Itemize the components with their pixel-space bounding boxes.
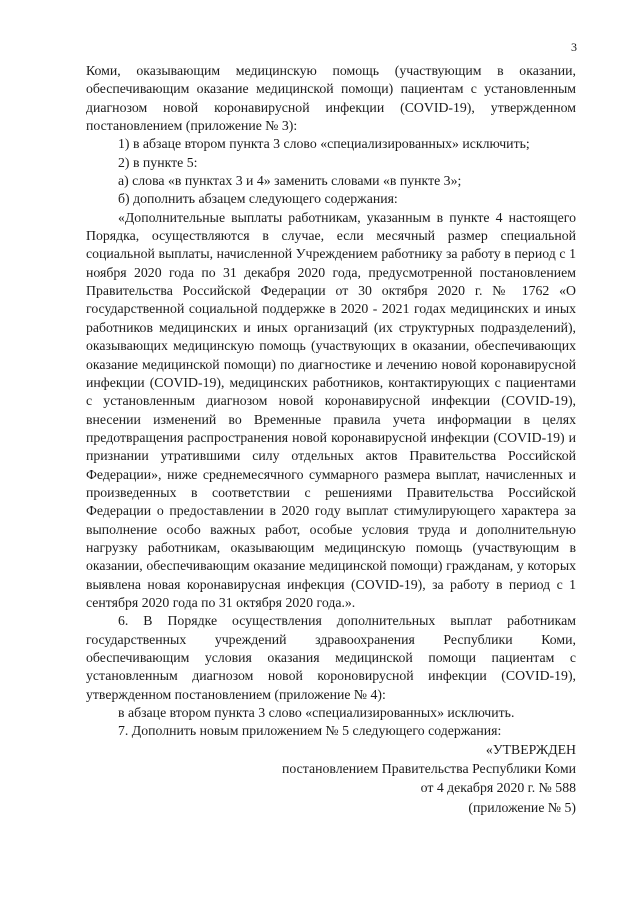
paragraph-item-6: 6. В Порядке осуществления дополнительных выплат работникам государственных учреждений здравоохранения Республики Коми, обеспечивающим условия оказания медицинской помощи пациентам с установленным диагнозом новой короновирусной инфекции (COVID-19), утвержденном постановлением (приложение № 4):: [86, 613, 576, 702]
paragraph-quoted-addition: «Дополнительные выплаты работникам, указанным в пункте 4 настоящего Порядка, осуществляются в случае, если месячный размер специальной социальной выплаты, начисленной Учреждением работнику за работу в период с 1 ноября 2020 года по 31 декабря 2020 года, предусмотренной постановлением Правительства Российской Федерации от 30 октября 2020 г. № 1762 «О государственной социальной поддержке в 2020 - 2021 годах медицинских и иных работников медицинских и иных организаций (их структурных подразделений), оказывающих медицинскую помощь (участвующих в оказании, обеспечивающих оказание медицинской помощи) по диагностике и лечению новой коронавирусной инфекции (COVID-19), медицинских работников, контактирующих с пациентами с установленным диагнозом новой коронавирусной инфекции (COVID-19), внесении изменений во Временные правила учета информации в целях предотвращения распространения новой коронавирусной инфекции (COVID-19) и признании утратившими силу отдельных актов Правительства Российской Федерации», ниже среднемесячного суммарного размера выплат, начисленных и произведенных в соответствии с решениями Правительства Российской Федерации о предоставлении в 2020 году выплат стимулирующего характера за выполнение особо важных работ, особые условия труда и дополнительную нагрузку работникам, оказывающим медицинскую помощь (участвующим в оказании, обеспечивающим оказание медицинской помощи) гражданам, у которых выявлена новая коронавирусная инфекция (COVID-19), за работу в период с 1 сентября 2020 года по 31 октября 2020 года.».: [86, 209, 576, 610]
paragraph-item-2: 2) в пункте 5:: [118, 154, 198, 170]
paragraph-subitem-b: б) дополнить абзацем следующего содержания:: [118, 191, 398, 207]
paragraph-subitem-a: а) слова «в пунктах 3 и 4» заменить словами «в пункте 3»;: [118, 173, 462, 189]
document-body: [86, 62, 576, 741]
paragraph-item-1: 1) в абзаце втором пункта 3 слово «специализированных» исключить;: [118, 136, 530, 152]
approval-block: [282, 740, 576, 817]
page-number: 3: [571, 40, 577, 54]
paragraph-item-7: 7. Дополнить новым приложением № 5 следующего содержания:: [118, 723, 502, 739]
paragraph-item-6-change: в абзаце втором пункта 3 слово «специализированных» исключить.: [118, 705, 515, 721]
approval-date-number: от 4 декабря 2020 г. № 588: [420, 780, 576, 796]
approval-authority: постановлением Правительства Республики Коми: [282, 761, 576, 777]
paragraph-continuation: Коми, оказывающим медицинскую помощь (участвующим в оказании, обеспечивающим оказание медицинской помощи) пациентам с установленным диагнозом новой коронавирусной инфекции (COVID-19), утвержденном постановлением (приложение № 3):: [86, 63, 576, 134]
approval-title: «УТВЕРЖДЕН: [485, 742, 576, 757]
approval-appendix: (приложение № 5): [468, 799, 576, 815]
